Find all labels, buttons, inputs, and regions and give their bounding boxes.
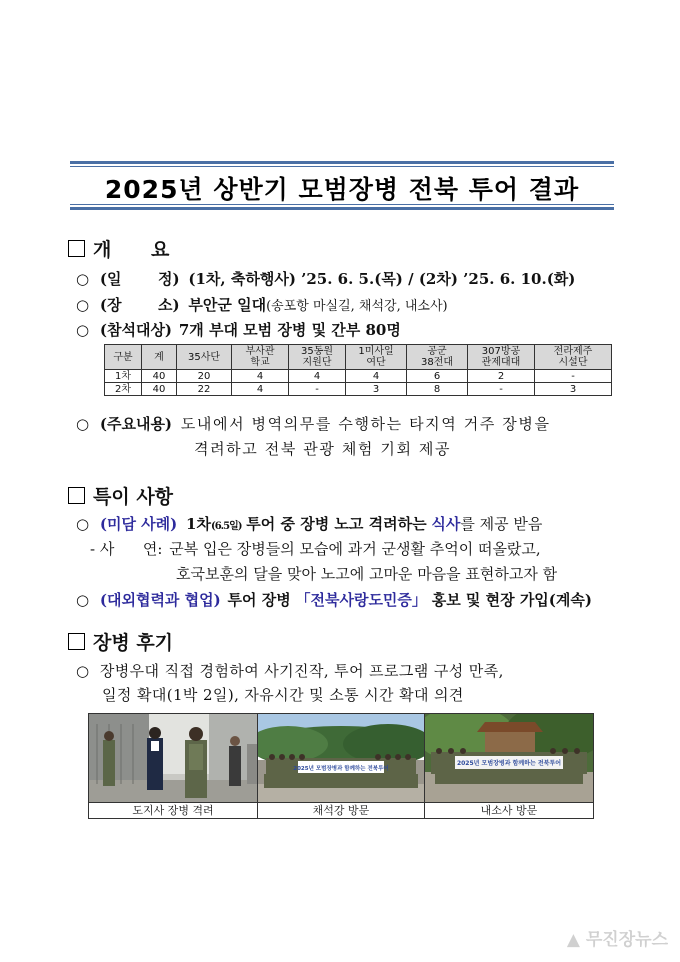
date-value: (1차, 축하행사) ’25. 6. 5.(목) / (2차) ’25. 6. 10.(화) [188,270,576,288]
content-label: (주요내용) [99,415,173,433]
table-cell: - [289,383,346,396]
section-notable [68,482,173,509]
table-cell: 40 [142,383,177,396]
notable-story [90,538,541,559]
page-title: 2025년 상반기 모범장병 전북 투어 결과 [104,175,580,204]
place-value: 부안군 일대 [188,296,267,314]
bullet-icon: ○ [76,515,90,533]
date-label: (일 정) [99,270,180,288]
section-overview-title: 개 요 [93,239,170,261]
place-detail: (송포항 마실길, 채석강, 내소사) [266,299,448,314]
bullet-icon: ○ [76,591,90,609]
table-header-cell: 공군 38전대 [407,345,468,370]
bullet-icon: ○ [76,662,90,680]
title-rule-bottom-thin [70,204,614,205]
photo-governor-image [89,714,257,802]
reviews-line [76,660,504,681]
target-value: 7개 부대 모범 장병 및 간부 80명 [178,321,401,339]
checkbox-square-icon [68,633,85,650]
table-row [105,383,612,396]
table-header-cell: 계 [142,345,177,370]
table-cell: 4 [232,383,289,396]
table-cell: 3 [535,383,612,396]
table-cell: 1차 [105,370,142,383]
table-header-cell: 307방공 관제대대 [468,345,535,370]
section-reviews [68,628,173,655]
table-cell: - [535,370,612,383]
story-line-1: 군복 입은 장병들의 모습에 과거 군생활 추억이 떠올랐고, [169,540,541,558]
coop-text-c: 홍보 및 현장 가입(계속) [431,591,592,609]
table-cell: 4 [232,370,289,383]
table-cell: 4 [289,370,346,383]
table-cell: 22 [177,383,232,396]
watermark-text: 무진장뉴스 [585,930,668,950]
bullet-icon: ○ [76,415,90,433]
reviews-line-cont: 일정 확대(1박 2일), 자유시간 및 소통 시간 확대 의견 [102,686,464,704]
watermark-logo [567,925,668,950]
section-overview [68,235,169,262]
case-text-e: 를 제공 받음 [460,515,543,533]
table-header-cell: 구분 [105,345,142,370]
overview-place [76,294,448,315]
table-header-cell: 부사관 학교 [232,345,289,370]
table-cell: 4 [346,370,407,383]
table-cell: - [468,383,535,396]
table-cell: 8 [407,383,468,396]
photo-chaeseokgang [258,714,424,802]
checkbox-square-icon [68,487,85,504]
bullet-icon: ○ [76,296,90,314]
title-rule-bottom [70,207,614,210]
units-table [104,344,612,396]
notable-case [76,513,542,534]
notable-coop [76,589,592,610]
table-cell: 20 [177,370,232,383]
title-rule-top-thin [70,166,614,167]
case-label: (미담 사례) [99,515,178,533]
coop-text-a: 투어 장병 [227,591,291,609]
checkbox-square-icon [68,240,85,257]
case-text-a: 1차 [186,515,211,533]
watermark-icon: ▲ [566,930,580,950]
table-row [105,370,612,383]
content-line-1: 도내에서 병역의무를 수행하는 타지역 거주 장병을 [180,415,551,433]
photo-chaeseokgang-image [258,714,424,802]
photo-caption: 내소사 방문 [425,802,593,819]
table-cell: 3 [346,383,407,396]
photo-banner-text: 2025년 모범장병과 함께하는 전북투어 [456,760,562,767]
photo-governor [89,714,257,802]
coop-label: (대외협력과 협업) [99,591,221,609]
table-header-cell: 35동원 지원단 [289,345,346,370]
photo-caption: 채석강 방문 [258,802,424,819]
table-header-cell: 전라제주 시설단 [535,345,612,370]
photo-caption: 도지사 장병 격려 [89,802,257,819]
title-rule-top [70,161,614,164]
table-header-row [105,345,612,370]
photo-naesosa-image [425,714,593,802]
section-reviews-title: 장병 후기 [93,632,174,654]
table-cell: 40 [142,370,177,383]
place-label: (장 소) [99,296,180,314]
photo-banner-text: 2025년 모범장병과 함께하는 전북투어 [293,766,389,772]
reviews-line-1: 장병우대 직접 경험하여 사기진작, 투어 프로그램 구성 만족, [99,662,504,680]
table-header-cell: 35사단 [177,345,232,370]
target-label: (참석대상) [99,321,173,339]
table-cell: 2 [468,370,535,383]
photo-strip [88,713,594,819]
story-label: - 사 연: [90,540,163,558]
table-cell: 2차 [105,383,142,396]
overview-content [76,413,551,434]
overview-target [76,319,401,340]
photo-naesosa [425,714,593,802]
notable-story-cont: 호국보훈의 달을 맞아 노고에 고마운 마음을 표현하고자 함 [176,565,558,583]
case-text-d: 식사 [431,515,461,533]
bullet-icon: ○ [76,321,90,339]
case-text-b: (6.5일) [210,521,242,532]
overview-content-cont: 격려하고 전북 관광 체험 기회 제공 [194,440,452,458]
case-text-c: 투어 중 장병 노고 격려하는 [246,515,427,533]
table-cell: 6 [407,370,468,383]
section-notable-title: 특이 사항 [93,486,174,508]
table-header-cell: 1미사일 여단 [346,345,407,370]
coop-text-b: 「전북사랑도민증」 [295,591,427,609]
bullet-icon: ○ [76,270,90,288]
overview-date [76,268,575,289]
